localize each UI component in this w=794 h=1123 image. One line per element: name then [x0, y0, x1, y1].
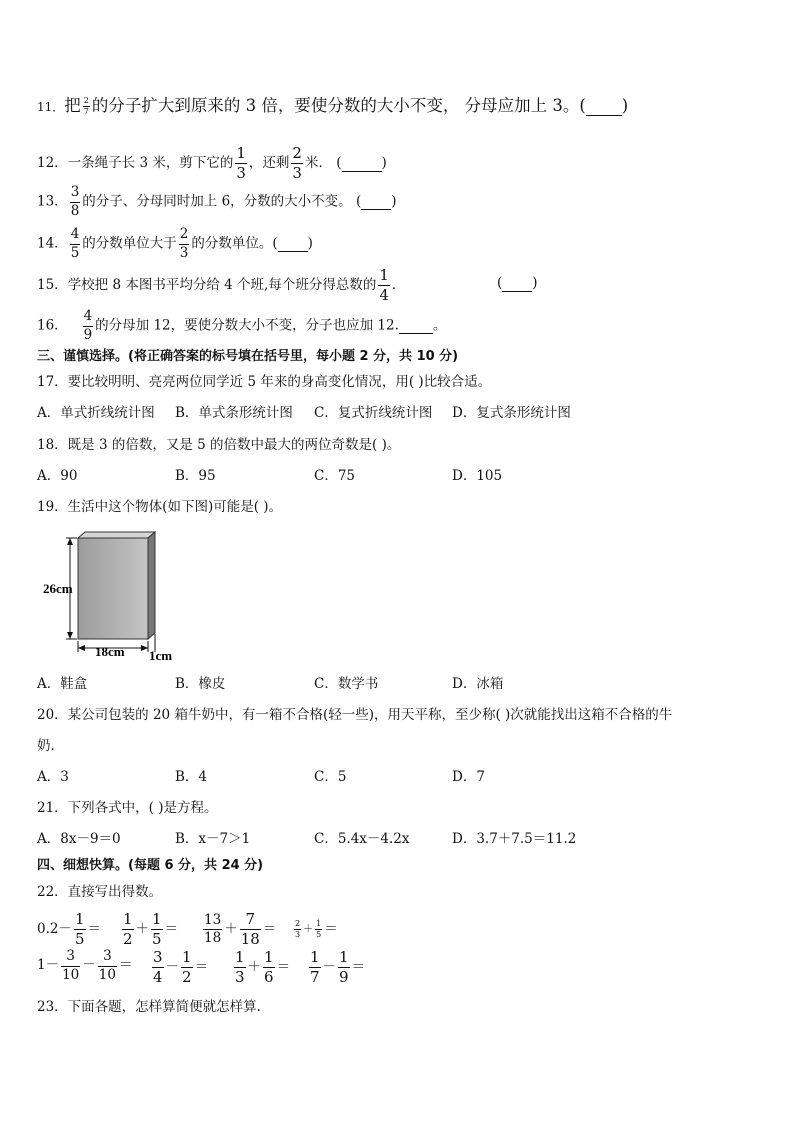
box-side-face: [148, 532, 155, 639]
question-11: 11．把 $\frac{2}{7}$ 的分子扩大到原来的 3 倍，要使分数的大小不变， 分母应加上 3。( ): [37, 96, 629, 116]
fraction: $\frac{4}{9}$: [83, 308, 93, 343]
calc-item: 0.2－ $\frac{1}{5}$ ＝: [37, 910, 102, 948]
question-18: 18．既是 3 的倍数，又是 5 的倍数中最大的两位奇数是( )。: [37, 437, 401, 453]
option-b[interactable]: B．4: [175, 769, 208, 785]
option-a[interactable]: A．单式折线统计图: [37, 405, 155, 421]
calc-item: $\frac{3}{4}$ － $\frac{1}{2}$ ＝: [153, 948, 209, 986]
option-c[interactable]: C．5.4x－4.2x: [314, 831, 410, 847]
fraction: $\frac{1}{3}$: [236, 144, 246, 182]
option-d[interactable]: D．7: [452, 769, 485, 785]
option-d[interactable]: D．105: [452, 468, 503, 484]
answer-blank[interactable]: [278, 238, 308, 253]
option-b[interactable]: B．x－7＞1: [175, 831, 251, 847]
option-b[interactable]: B．橡皮: [175, 676, 226, 692]
option-a[interactable]: A．3: [37, 769, 69, 785]
box-front-face: [78, 538, 148, 639]
calc-item: $\frac{2}{3}$ ＋ $\frac{1}{5}$ ＝: [295, 919, 338, 939]
fraction: $\frac{1}{4}$: [379, 266, 389, 304]
option-a[interactable]: A．8x－9＝0: [37, 831, 121, 847]
calc-item: $\frac{1}{2}$ ＋ $\frac{1}{5}$ ＝: [123, 910, 179, 948]
answer-blank[interactable]: [399, 320, 433, 335]
question-15: 15．学校把 8 本图书平均分给 4 个班,每个班分得总数的 $\frac{1}{4}$ ．: [37, 266, 406, 304]
answer-blank[interactable]: [502, 277, 532, 292]
depth-label: 1cm: [149, 648, 173, 663]
box-top-face: [78, 532, 155, 538]
option-d[interactable]: D．3.7＋7.5＝11.2: [452, 831, 577, 847]
question-number: 11．: [37, 100, 65, 114]
option-c[interactable]: C．75: [314, 468, 356, 484]
option-b[interactable]: B．95: [175, 468, 216, 484]
option-d[interactable]: D．复式条形统计图: [452, 405, 571, 421]
width-label: 18cm: [95, 644, 125, 659]
fraction: $\frac{2}{7}$: [83, 96, 89, 116]
option-d[interactable]: D．冰箱: [452, 676, 504, 692]
section-heading-3: 三、谨慎选择。(将正确答案的标号填在括号里，每小题 2 分，共 10 分): [37, 349, 459, 364]
calc-item: $\frac{1}{3}$ ＋ $\frac{1}{6}$ ＝: [235, 948, 291, 986]
height-label: 26cm: [43, 581, 73, 596]
fraction: $\frac{4}{5}$: [70, 226, 80, 261]
question-15-answer: ( ): [497, 275, 538, 291]
question-21: 21．下列各式中，( )是方程。: [37, 800, 218, 816]
book-figure: [40, 528, 190, 664]
question-12: 12．一条绳子长 3 米，剪下它的 $\frac{1}{3}$ ，还剩 $\frac{2}{3}$ 米． ( ): [37, 144, 387, 182]
option-a[interactable]: A．90: [37, 468, 78, 484]
option-c[interactable]: C．5: [314, 769, 347, 785]
question-16: 16． $\frac{4}{9}$ 的分母加 12，要使分数大小不变，分子也应加 12. 。: [37, 308, 447, 343]
option-a[interactable]: A．鞋盒: [37, 676, 88, 692]
question-14: 14． $\frac{4}{5}$ 的分数单位大于 $\frac{2}{3}$ 的分数单位。( ): [37, 226, 313, 261]
option-b[interactable]: B．单式条形统计图: [175, 405, 293, 421]
fraction: $\frac{2}{3}$: [179, 226, 189, 261]
question-22: 22．直接写出得数。: [37, 884, 163, 900]
option-c[interactable]: C．数学书: [314, 676, 379, 692]
question-23: 23．下面各题，怎样算简便就怎样算.: [37, 999, 261, 1015]
calc-item: $\frac{13}{18}$ ＋ $\frac{7}{18}$ ＝: [204, 910, 277, 948]
calc-item: $\frac{1}{7}$ － $\frac{1}{9}$ ＝: [310, 948, 366, 986]
fraction: $\frac{3}{8}$: [70, 184, 80, 219]
question-17: 17．要比较明明、亮亮两位同学近 5 年来的身高变化情况，用( )比较合适。: [37, 374, 492, 390]
question-20-cont: 奶．: [37, 738, 64, 754]
section-heading-4: 四、细想快算。(每题 6 分，共 24 分): [37, 858, 264, 873]
fraction: $\frac{2}{3}$: [292, 144, 302, 182]
answer-blank[interactable]: [342, 157, 382, 172]
question-19: 19．生活中这个物体(如下图)可能是( )。: [37, 499, 283, 515]
answer-blank[interactable]: [586, 98, 622, 116]
answer-blank[interactable]: [361, 196, 391, 211]
calc-item: 1－ $\frac{3}{10}$ － $\frac{3}{10}$ ＝: [37, 948, 133, 983]
question-20: 20．某公司包装的 20 箱牛奶中，有一箱不合格(轻一些)，用天平称，至少称( )次就能找出这箱不合格的牛: [37, 707, 673, 723]
option-c[interactable]: C．复式折线统计图: [314, 405, 433, 421]
question-13: 13． $\frac{3}{8}$ 的分子、分母同时加上 6，分数的大小不变。 ( ): [37, 184, 397, 219]
